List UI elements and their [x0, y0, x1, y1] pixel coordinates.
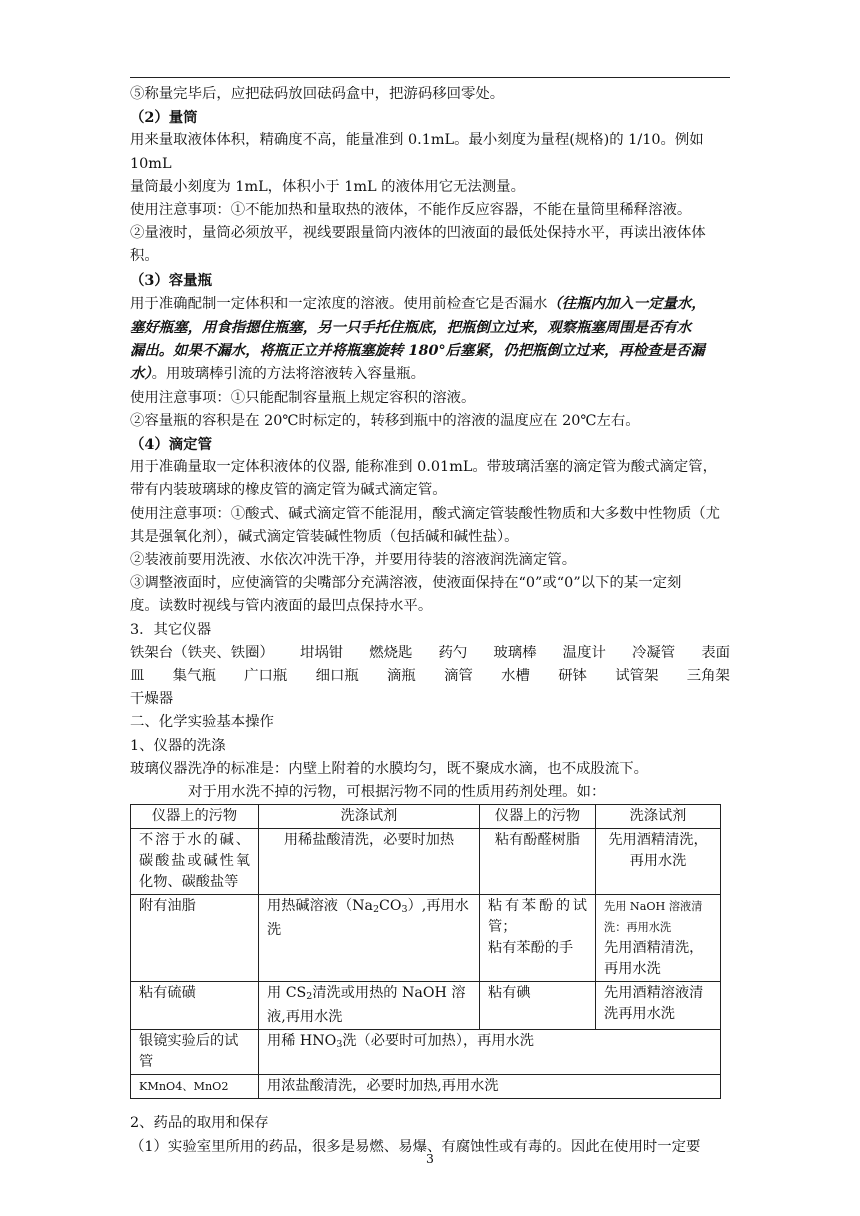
cell-line: 先用酒精清洗，再用水洗 — [604, 940, 704, 978]
paragraph: 用来量取液体体积，精确度不高，能量准到 0.1mL。最小刻度为量程(规格)的 1/10。例如 10mL — [130, 132, 704, 172]
section-heading: （2）量筒 — [130, 109, 198, 127]
table-cell: 粘有硫磺 — [131, 982, 259, 1030]
instrument-name: 燃烧匙 — [369, 644, 413, 661]
table-cell: 粘有酚醛树脂 — [480, 829, 596, 895]
instrument-name: 细口瓶 — [315, 668, 359, 685]
cell-line: 再用水洗 — [629, 853, 687, 870]
cell-line: 先用 NaOH 溶液清洗：再用水洗 — [604, 900, 703, 935]
table-cell — [259, 1030, 721, 1075]
column-header: 仪器上的污物 — [131, 805, 259, 829]
table-cell: 不溶于水的碱、碳酸盐或碱性氧化物、碳酸盐等 — [131, 829, 259, 895]
paragraph: 度。读数时视线与管内液面的最凹点保持水平。 — [130, 598, 433, 615]
text: 用热碱溶液（Na — [267, 898, 373, 915]
paragraph — [130, 362, 730, 386]
paragraph: 量筒最小刻度为 1mL，体积小于 1mL 的液体用它无法测量。 — [130, 178, 526, 195]
instrument-name: 集气瓶 — [172, 668, 216, 685]
subscript: 2 — [373, 904, 380, 916]
paragraph: 积。 — [130, 248, 159, 265]
paragraph: 对于用水洗不掉的污物，可根据污物不同的性质用药剂处理。如： — [188, 784, 606, 801]
table-header-row — [131, 805, 721, 829]
column-header: 洗涤试剂 — [259, 805, 480, 829]
table-cell: 银镜实验后的试管 — [131, 1030, 259, 1075]
instrument-name: 温度计 — [562, 644, 606, 661]
table-cell — [596, 895, 721, 982]
paragraph: （1）实验室里所用的药品，很多是易燃、易爆、有腐蚀性或有毒的。因此在使用时一定要 — [130, 1138, 701, 1155]
table-cell: 用稀盐酸清洗，必要时加热 — [259, 829, 480, 895]
emphasis-text: 塞好瓶塞，用食指摁住瓶塞，另一只手托住瓶底，把瓶倒立过来，观察瓶塞周围是否有水 — [130, 319, 692, 337]
instrument-name: 试管架 — [615, 668, 659, 685]
paragraph — [130, 292, 730, 316]
paragraph: 使用注意事项：①酸式、碱式滴定管不能混用，酸式滴定管装酸性物质和大多数中性物质（尤 — [130, 505, 721, 522]
cell-line: 粘有苯酚的试管； — [488, 898, 587, 936]
paragraph: 使用注意事项：①只能配制容量瓶上规定容积的溶液。 — [130, 389, 476, 406]
section-heading: （4）滴定管 — [130, 436, 212, 454]
instrument-name: 铁架台（铁夹、铁圈） — [130, 644, 274, 661]
table-row — [131, 1075, 721, 1099]
instrument-name: 冷凝管 — [631, 644, 676, 661]
washing-table — [130, 804, 721, 1099]
spacer — [130, 1099, 730, 1112]
paragraph: 带有内装玻璃球的橡皮管的滴定管为碱式滴定管。 — [130, 482, 447, 499]
table-cell: 先用酒精溶液清洗再用水洗 — [596, 982, 721, 1030]
table-row — [131, 829, 721, 895]
instrument-name: 皿 — [130, 668, 145, 685]
section-heading: 二、化学实验基本操作 — [130, 714, 274, 731]
column-header: 仪器上的污物 — [480, 805, 596, 829]
instrument-name: 玻璃棒 — [493, 644, 537, 661]
subsection-heading: 2、药品的取用和保存 — [130, 1115, 269, 1132]
cell-line: 粘有苯酚的手 — [488, 940, 574, 957]
text: 用稀 HNO — [267, 1033, 337, 1050]
paragraph: ②容量瓶的容积是在 20℃时标定的，转移到瓶中的溶液的温度应在 20℃左右。 — [130, 412, 640, 429]
instrument-name: 研钵 — [558, 668, 588, 685]
text: 用于准确配制一定体积和一定浓度的溶液。使用前检查它是否漏水 — [130, 295, 548, 312]
paragraph: 用于准确量取一定体积液体的仪器, 能称准到 0.01mL。带玻璃活塞的滴定管为酸式滴定管， — [130, 459, 718, 476]
table-cell: 粘有碘 — [480, 982, 596, 1030]
paragraph: ⑤称量完毕后，应把砝码放回砝码盒中，把游码移回零处。 — [130, 86, 505, 102]
paragraph: 其是强氧化剂），碱式滴定管装碱性物质（包括碱和碱性盐）。 — [130, 528, 519, 545]
paragraph: 玻璃仪器洗净的标准是：内壁上附着的水膜均匀，既不聚成水滴，也不成股流下。 — [130, 760, 649, 777]
instrument-name: 水槽 — [501, 668, 530, 685]
text: 。用玻璃棒引流的方法将溶液转入容量瓶。 — [151, 366, 426, 383]
paragraph: ②装液前要用洗液、水依次冲洗干净，并要用待装的溶液润洗滴定管。 — [130, 552, 577, 569]
emphasis-text: 水） — [130, 365, 152, 383]
table-cell: 用浓盐酸清洗，必要时加热,再用水洗 — [259, 1075, 721, 1099]
paragraph: ③调整液面时，应使滴管的尖嘴部分充满溶液，使液面保持在“0”或“0”以下的某一定刻 — [130, 575, 682, 592]
table-cell: 附有油脂 — [131, 895, 259, 982]
instrument-name: 药勺 — [438, 644, 468, 661]
subscript: 2 — [306, 991, 313, 1003]
table-cell — [480, 895, 596, 982]
text: ）,再用水洗 — [267, 898, 469, 939]
subscript: 3 — [336, 1039, 343, 1051]
header-rule — [130, 77, 730, 78]
instrument-name: 广口瓶 — [244, 668, 288, 685]
table-row — [131, 895, 721, 982]
subsection-heading: 1、仪器的洗涤 — [130, 737, 226, 754]
text: 用 CS — [267, 985, 307, 1002]
text: 清洗或用热的 NaOH 溶液,再用水洗 — [267, 985, 466, 1026]
instrument-name: 表面 — [701, 644, 730, 661]
section-heading: 3．其它仪器 — [130, 621, 212, 638]
instrument-name: 滴管 — [444, 668, 473, 685]
table-row — [131, 1030, 721, 1075]
emphasis-text: （往瓶内加入一定量水， — [547, 294, 706, 312]
table-row — [131, 982, 721, 1030]
instrument-name: 坩埚钳 — [300, 644, 344, 661]
instrument-list-row — [130, 642, 730, 665]
document-body — [130, 83, 730, 1159]
page-number: 3 — [426, 1151, 434, 1166]
table-cell — [259, 895, 480, 982]
table-cell: KMnO4、MnO2 — [131, 1075, 259, 1099]
instrument-list-row — [130, 665, 730, 688]
table-cell — [259, 982, 480, 1030]
text: 洗（必要时可加热），再用水洗 — [342, 1033, 534, 1050]
paragraph: 使用注意事项：①不能加热和量取热的液体，不能作反应容器，不能在量筒里稀释溶液。 — [130, 202, 692, 219]
table-cell — [596, 829, 721, 895]
instrument-name: 三角架 — [686, 668, 730, 685]
emphasis-text: 漏出。如果不漏水，将瓶正立并将瓶塞旋转 180°后塞紧，仍把瓶倒立过来，再检查是否漏 — [130, 342, 705, 360]
column-header: 洗涤试剂 — [596, 805, 721, 829]
paragraph: ②量液时，量筒必须放平，视线要跟量筒内液体的凹液面的最低处保持水平，再读出液体体 — [130, 225, 706, 242]
text: CO — [379, 898, 402, 915]
subscript: 3 — [401, 904, 408, 916]
instrument-name: 滴瓶 — [387, 668, 416, 685]
cell-line: 先用酒精清洗， — [608, 832, 708, 849]
instrument-name: 干燥器 — [130, 691, 174, 708]
section-heading: （3）容量瓶 — [130, 271, 212, 289]
